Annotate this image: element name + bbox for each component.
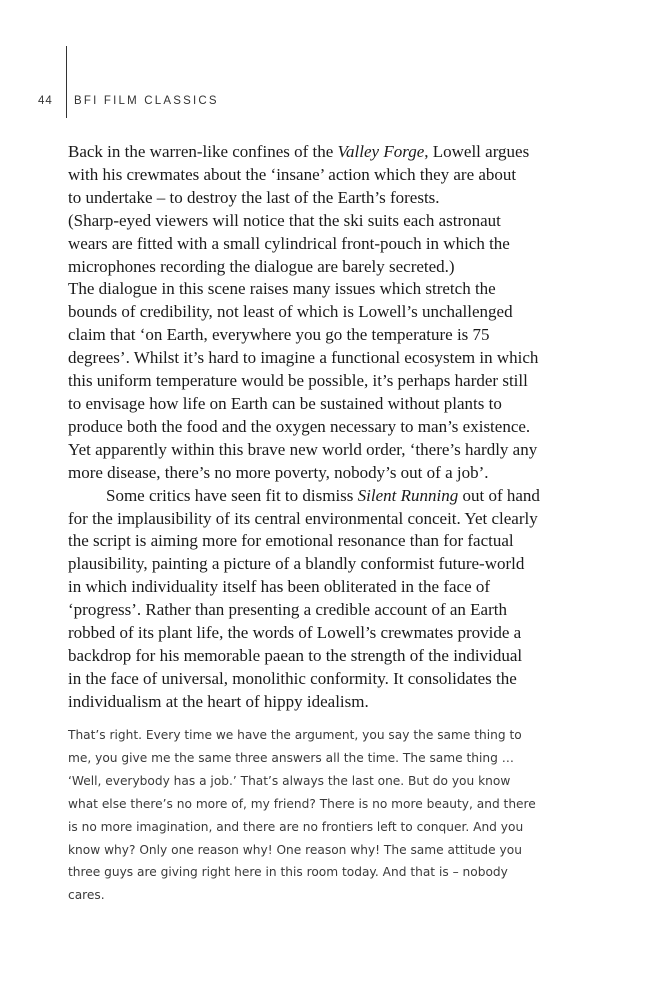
body-line: robbed of its plant life, the words of Lowell’s crewmates provide a <box>68 623 522 643</box>
body-line: claim that ‘on Earth, everywhere you go the temperature is 75 <box>68 325 490 345</box>
margin-rule <box>66 46 67 118</box>
body-line: Yet apparently within this brave new world order, ‘there’s hardly any <box>68 439 538 459</box>
body-line: this uniform temperature would be possible, it’s perhaps harder still <box>68 371 528 391</box>
body-line: to undertake – to destroy the last of the Earth’s forests. <box>68 187 440 207</box>
body-line: wears are fitted with a small cylindrical front-pouch in which the <box>68 233 510 253</box>
dialogue-quote <box>68 724 568 907</box>
body-line: ‘progress’. Rather than presenting a credible account of an Earth <box>68 600 507 620</box>
quote-line: know why? Only one reason why! One reason why! The same attitude you <box>68 842 522 857</box>
body-text <box>68 141 568 714</box>
quote-line: cares. <box>68 888 105 903</box>
body-line: bounds of credibility, not least of which is Lowell’s unchallenged <box>68 302 513 322</box>
body-line: microphones recording the dialogue are barely secreted.) <box>68 256 455 276</box>
body-line: for the implausibility of its central environmental conceit. Yet clearly <box>68 508 538 528</box>
body-line: more disease, there’s no more poverty, nobody’s out of a job’. <box>68 462 489 482</box>
body-line: in which individuality itself has been obliterated in the face of <box>68 577 491 597</box>
page-number: 44 <box>38 95 53 107</box>
body-line: in the face of universal, monolithic conformity. It consolidates the <box>68 668 517 688</box>
body-line: with his crewmates about the ‘insane’ action which they are about <box>68 164 517 184</box>
running-head: BFI FILM CLASSICS <box>74 95 219 107</box>
quote-line: That’s right. Every time we have the argument, you say the same thing to <box>68 728 522 742</box>
body-line: the script is aiming more for emotional resonance than for factual <box>68 531 514 551</box>
body-line: individualism at the heart of hippy idealism. <box>68 691 369 711</box>
body-line: The dialogue in this scene raises many issues which stretch the <box>68 279 496 299</box>
body-line: Some critics have seen fit to dismiss Silent Running out of hand <box>106 485 540 505</box>
body-line: Back in the warren-like confines of the Valley Forge, Lowell argues <box>68 142 530 161</box>
quote-line: what else there’s no more of, my friend? There is no more beauty, and there <box>68 796 536 811</box>
body-line: degrees’. Whilst it’s hard to imagine a functional ecosystem in which <box>68 348 539 368</box>
quote-line: is no more imagination, and there are no frontiers left to conquer. And you <box>68 819 524 834</box>
body-line: (Sharp-eyed viewers will notice that the ski suits each astronaut <box>68 210 501 230</box>
body-line: produce both the food and the oxygen necessary to man’s existence. <box>68 416 531 436</box>
body-line: backdrop for his memorable paean to the strength of the individual <box>68 645 523 665</box>
quote-line: me, you give me the same three answers all the time. The same thing … <box>68 750 514 765</box>
quote-line: three guys are giving right here in this room today. And that is – nobody <box>68 865 508 880</box>
body-line: to envisage how life on Earth can be sustained without plants to <box>68 393 502 413</box>
quote-line: ‘Well, everybody has a job.’ That’s always the last one. But do you know <box>68 773 511 788</box>
body-line: plausibility, painting a picture of a blandly conformist future-world <box>68 554 525 574</box>
